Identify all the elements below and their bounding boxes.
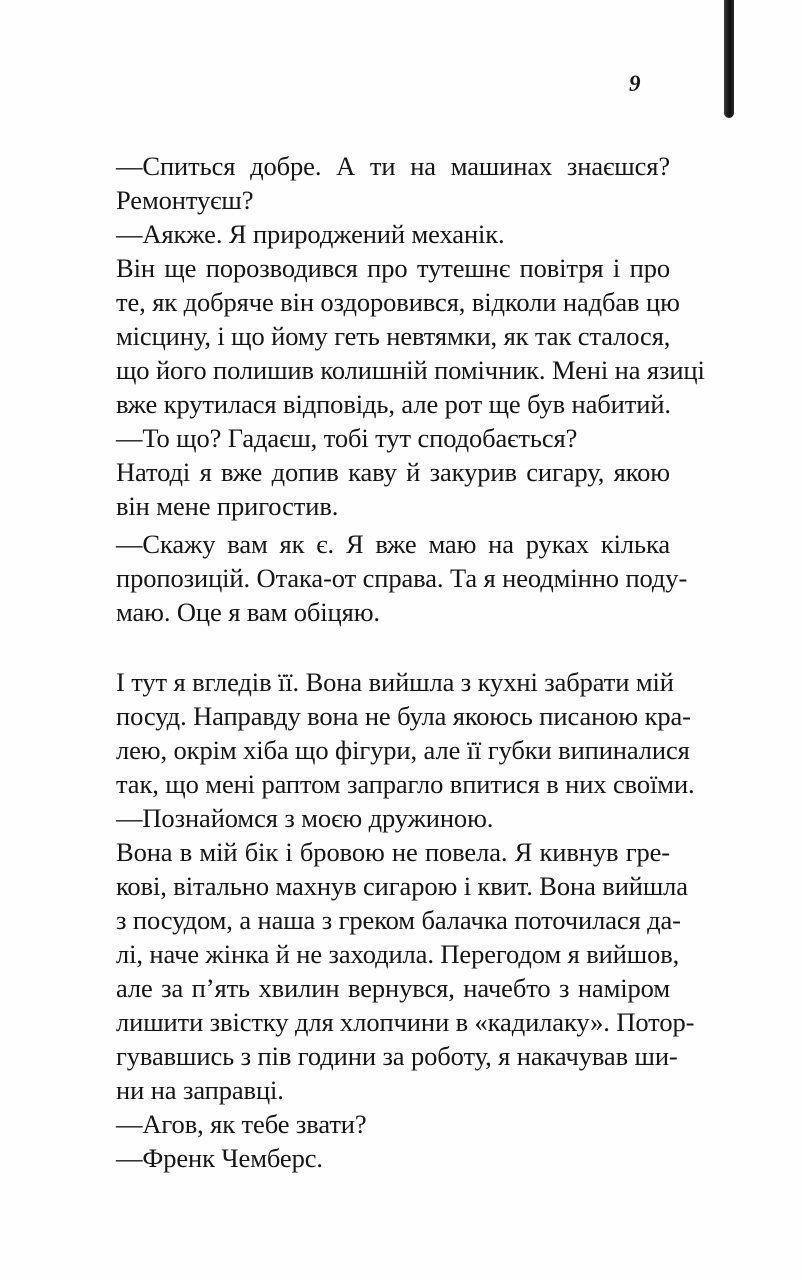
text-line: але за п’ять хвилин вернувся, начебто з наміром [116,973,670,1003]
text-line: —Познайомся з моєю дружиною. [116,803,494,833]
text-line: лею, окрім хіба що фігури, але її губки випиналися [116,735,690,765]
text-line: лишити звістку для хлопчини в «кадилаку». Потор- [116,1007,695,1037]
text-line: місцину, і що йому геть невтямки, як так сталося, [116,321,671,351]
text-line: кові, вітально махнув сигарою і квит. Вона вийшла [116,871,688,901]
text-line: —Агов, як тебе звати? [116,1109,367,1139]
text-line: Вона в мій бік і бровою не повела. Я кивнув гре- [116,837,670,867]
text-line: Ремонтуєш? [116,185,254,215]
text-line: —Френк Чемберс. [116,1143,323,1173]
text-line: вже крутилася відповідь, але рот ще був набитий. [116,389,671,419]
text-line: те, як добряче він оздоровився, відколи надбав цю [116,287,680,317]
text-line: що його полишив колишній помічник. Мені на язиці [116,355,705,385]
text-line: він мене пригостив. [116,491,339,521]
text-line: —То що? Гадаєш, тобі тут сподобається? [116,423,578,453]
text-line: так, що мені раптом запрагло впитися в них своїми. [116,769,695,799]
text-line: гувавшись з пів години за роботу, я накачував ши- [116,1041,678,1071]
text-line: посуд. Направду вона не була якоюсь писаною кра- [116,701,691,731]
text-line: І тут я вгледів її. Вона вийшла з кухні забрати мій [116,667,674,697]
text-line: Він ще порозводився про тутешнє повітря і про [116,253,670,283]
text-line: лі, наче жінка й не заходила. Перегодом я вийшов, [116,939,680,969]
text-line: з посудом, а наша з греком балачка поточилася да- [116,905,681,935]
text-line: —Аякже. Я природжений механік. [116,219,505,249]
text-line: маю. Оце я вам обіцяю. [116,597,380,627]
page-edge-shadow [724,0,734,118]
text-line: Натоді я вже допив каву й закурив сигару, якою [116,457,670,487]
page-number: 9 [629,71,641,96]
text-line: —Спиться добре. А ти на машинах знаєшся? [116,151,670,181]
text-line: —Скажу вам як є. Я вже маю на руках кілька [116,529,670,559]
text-line: пропозицій. Отака-от справа. Та я неодмінно поду- [116,563,688,593]
text-line: ни на заправці. [116,1075,284,1105]
